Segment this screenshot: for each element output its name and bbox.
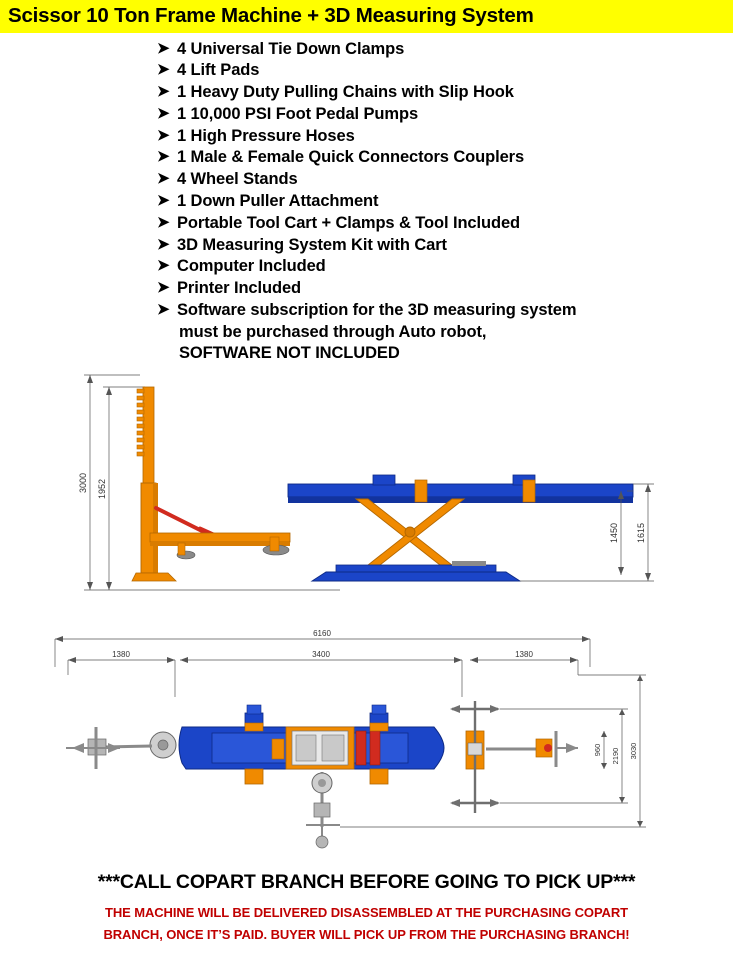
- base-platform: [312, 561, 520, 581]
- list-item: [155, 256, 733, 278]
- arrow-bullet-icon: ➤: [157, 235, 170, 253]
- arrow-bullet-icon: ➤: [157, 126, 170, 144]
- dim-label-1615: 1615: [636, 523, 646, 544]
- dim-2190: [500, 709, 628, 803]
- feature-list: [0, 39, 733, 365]
- dim-1380-right: [470, 657, 578, 675]
- list-item-label-line2: must be purchased through Auto robot,: [179, 322, 487, 341]
- dim-label-3400: 3400: [312, 650, 330, 660]
- dim-label-1380-left: 1380: [112, 650, 130, 660]
- list-item-label: 1 Heavy Duty Pulling Chains with Slip Hook: [177, 83, 514, 102]
- page-title: Scissor 10 Ton Frame Machine + 3D Measuring System: [0, 0, 733, 33]
- list-item-label: 1 High Pressure Hoses: [177, 126, 355, 145]
- arrow-bullet-icon: ➤: [157, 257, 170, 275]
- arrow-bullet-icon: ➤: [157, 213, 170, 231]
- dim-label-1952: 1952: [97, 479, 107, 500]
- tower-assembly: [132, 387, 290, 581]
- list-item-label: 1 Male & Female Quick Connectors Couplers: [177, 148, 525, 167]
- list-item-label: Portable Tool Cart + Clamps & Tool Included: [177, 213, 520, 232]
- list-item: [155, 191, 733, 213]
- list-item-label: 4 Universal Tie Down Clamps: [177, 39, 405, 58]
- list-item: [155, 147, 733, 169]
- machine-body-plan: [66, 701, 578, 848]
- arrow-bullet-icon: ➤: [157, 39, 170, 57]
- arrow-bullet-icon: ➤: [157, 170, 170, 188]
- list-item: [155, 126, 733, 148]
- list-item-label-line3: SOFTWARE NOT INCLUDED: [179, 344, 400, 363]
- list-item-label: Computer Included: [177, 257, 326, 276]
- list-item-label: 1 Down Puller Attachment: [177, 191, 379, 210]
- list-item: [155, 235, 733, 257]
- list-item: [155, 169, 733, 191]
- list-item-label: 1 10,000 PSI Foot Pedal Pumps: [177, 104, 419, 123]
- dim-1380-left: [68, 657, 175, 697]
- dim-label-1380-right: 1380: [515, 650, 533, 660]
- list-item: [155, 82, 733, 104]
- side-view-drawing: [0, 365, 733, 627]
- arrow-bullet-icon: ➤: [157, 148, 170, 166]
- list-item-label: Software subscription for the 3D measuring system: [177, 300, 577, 319]
- dim-3400: [180, 657, 462, 697]
- list-item: [155, 104, 733, 126]
- list-item: [155, 60, 733, 82]
- dim-1450: [618, 491, 633, 575]
- arrow-bullet-icon: ➤: [157, 300, 170, 318]
- footer-notice: [0, 871, 733, 946]
- arrow-bullet-icon: ➤: [157, 191, 170, 209]
- arrow-bullet-icon: ➤: [157, 104, 170, 122]
- list-item-label: 4 Wheel Stands: [177, 170, 298, 189]
- list-item-label: 3D Measuring System Kit with Cart: [177, 235, 447, 254]
- arrow-bullet-icon: ➤: [157, 279, 170, 297]
- arrow-bullet-icon: ➤: [157, 83, 170, 101]
- list-item: [155, 39, 733, 61]
- delivery-note-line2: BRANCH, ONCE IT’S PAID. BUYER WILL PICK UP FROM THE PURCHASING BRANCH!: [103, 927, 630, 943]
- dim-label-1450: 1450: [609, 523, 619, 544]
- delivery-note-line1: THE MACHINE WILL BE DELIVERED DISASSEMBLED AT THE PURCHASING COPART: [105, 905, 628, 921]
- dim-label-3000: 3000: [78, 473, 88, 494]
- list-item: [155, 213, 733, 235]
- arrow-bullet-icon: ➤: [157, 61, 170, 79]
- list-item-label: Printer Included: [177, 279, 302, 298]
- top-view-drawing: [0, 627, 733, 867]
- dim-label-2190: 2190: [611, 747, 620, 765]
- dim-label-6160: 6160: [313, 629, 331, 639]
- list-item: [155, 278, 733, 300]
- list-item: [155, 300, 733, 365]
- dim-label-3030: 3030: [629, 742, 638, 760]
- dim-label-960: 960: [593, 743, 602, 757]
- list-item-label: 4 Lift Pads: [177, 61, 260, 80]
- call-branch-line: ***CALL COPART BRANCH BEFORE GOING TO PICK UP***: [97, 871, 636, 894]
- dim-3000: [84, 375, 340, 590]
- scissor-linkage: [356, 499, 464, 565]
